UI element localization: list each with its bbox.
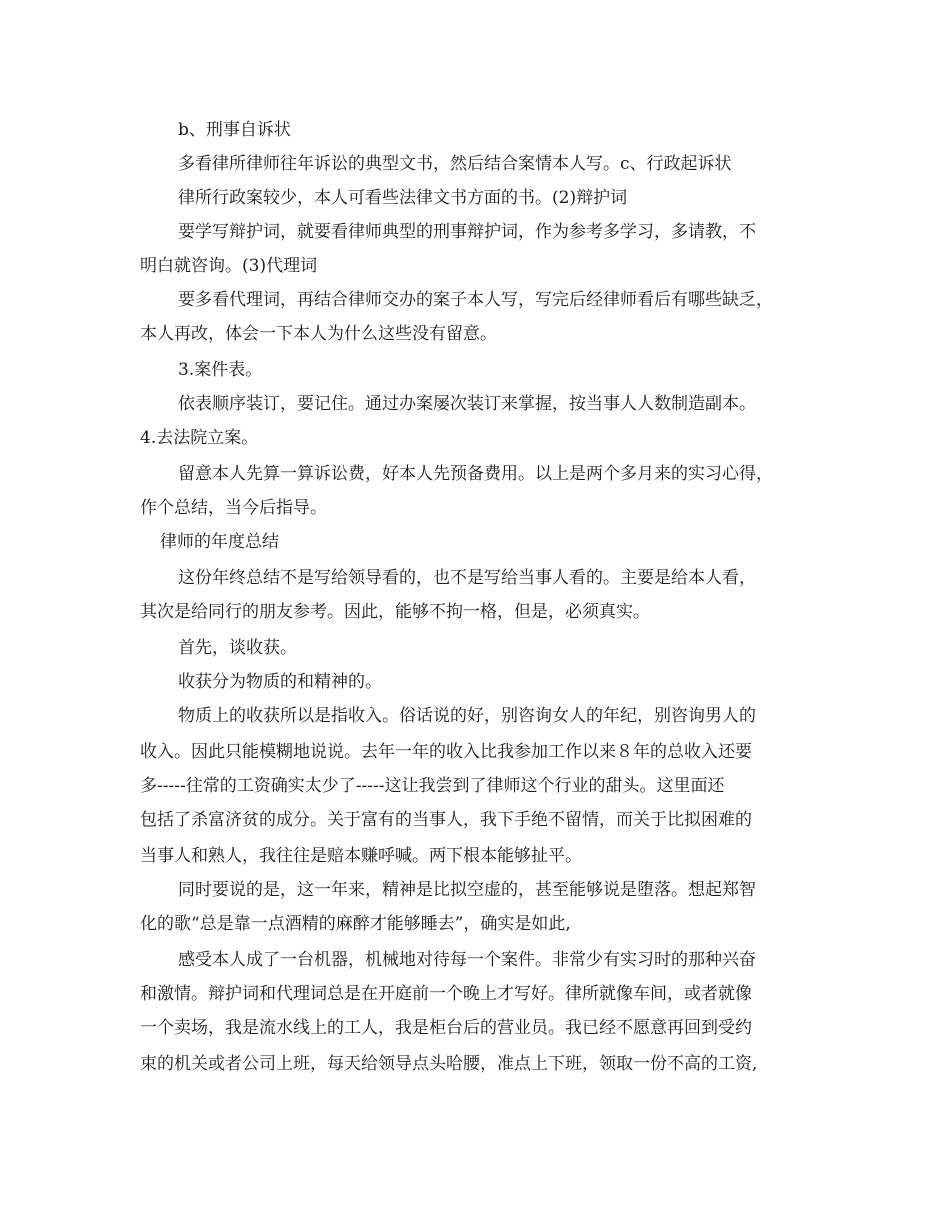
- text-line: 当事人和熟人，我往往是赔本赚呼喊。两下根本能够扯平。: [140, 846, 582, 866]
- text-line: 要多看代理词，再结合律师交办的案子本人写，写完后经律师看后有哪些缺乏，: [178, 290, 773, 310]
- text-line: 依表顺序装订，要记住。通过办案屡次装订来掌握，按当事人人数制造副本。: [178, 394, 756, 414]
- text-line: 首先，谈收获。: [178, 638, 297, 658]
- text-line: 明白就咨询。(3)代理词: [140, 256, 318, 276]
- text-line: 包括了杀富济贫的成分。关于富有的当事人，我下手绝不留情，而关于比拟困难的: [140, 810, 752, 830]
- section-heading: 律师的年度总结: [160, 532, 279, 552]
- text-line: 化的歌“总是靠一点酒精的麻醉才能够睡去”，确实是如此,: [140, 914, 571, 934]
- text-line: 4.去法院立案。: [140, 428, 259, 448]
- text-line: 多看律所律师往年诉讼的典型文书，然后结合案情本人写。c、行政起诉状: [178, 154, 732, 174]
- text-line: 本人再改，体会一下本人为什么这些没有留意。: [140, 324, 497, 344]
- text-line: 作个总结，当今后指导。: [140, 498, 327, 518]
- text-line: 留意本人先算一算诉讼费，好本人先预备费用。以上是两个多月来的实习心得，: [178, 464, 773, 484]
- text-line: 收入。因此只能模糊地说说。去年一年的收入比我参加工作以来８年的总收入还要: [140, 742, 752, 762]
- text-line: 要学写辩护词，就要看律师典型的刑事辩护词，作为参考多学习，多请教，不: [178, 222, 756, 242]
- text-line: b、刑事自诉状: [178, 120, 291, 140]
- text-line: 收获分为物质的和精神的。: [178, 672, 382, 692]
- text-line: 同时要说的是，这一年来，精神是比拟空虚的，甚至能够说是堕落。想起郑智: [178, 880, 756, 900]
- text-line: 其次是给同行的朋友参考。因此，能够不拘一格，但是，必须真实。: [140, 602, 650, 622]
- text-line: 和激情。辩护词和代理词总是在开庭前一个晚上才写好。律所就像车间，或者就像: [140, 984, 752, 1004]
- text-line: 3.案件表。: [178, 360, 263, 380]
- text-line: 一个卖场，我是流水线上的工人，我是柜台后的营业员。我已经不愿意再回到受约: [140, 1018, 752, 1038]
- text-line: 感受本人成了一台机器，机械地对待每一个案件。非常少有实习时的那种兴奋: [178, 950, 756, 970]
- text-line: 律所行政案较少，本人可看些法律文书方面的书。(2)辩护词: [178, 188, 628, 208]
- text-line: 束的机关或者公司上班，每天给领导点头哈腰，准点上下班，领取一份不高的工资,: [140, 1054, 758, 1074]
- text-line: 这份年终总结不是写给领导看的，也不是写给当事人看的。主要是给本人看，: [178, 568, 756, 588]
- text-line: 多-----往常的工资确实太少了-----这让我尝到了律师这个行业的甜头。这里面还: [140, 776, 725, 796]
- text-line: 物质上的收获所以是指收入。俗话说的好，别咨询女人的年纪，别咨询男人的: [178, 706, 756, 726]
